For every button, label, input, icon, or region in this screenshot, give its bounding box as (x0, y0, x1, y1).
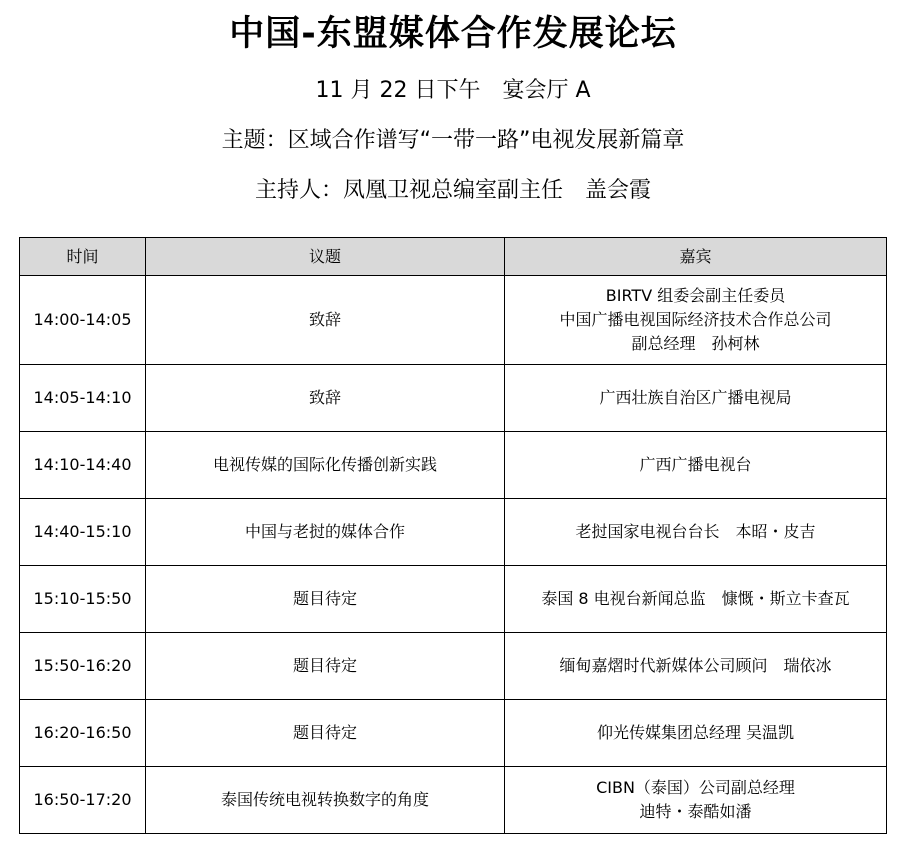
cell-guest (505, 700, 887, 767)
cell-guest (505, 633, 887, 700)
cell-time: 15:50-16:20 (20, 633, 146, 700)
table-row (20, 566, 887, 633)
cell-time: 16:20-16:50 (20, 700, 146, 767)
cell-time: 14:00-14:05 (20, 276, 146, 365)
guest-line: CIBN（泰国）公司副总经理 (596, 778, 795, 797)
table-header-row (20, 238, 887, 276)
table-row (20, 767, 887, 834)
cell-guest (505, 767, 887, 834)
cell-time: 14:10-14:40 (20, 432, 146, 499)
guest-line: 老挝国家电视台台长 本昭・皮吉 (575, 522, 816, 541)
cell-time: 14:05-14:10 (20, 365, 146, 432)
cell-time: 15:10-15:50 (20, 566, 146, 633)
page-title: 中国-东盟媒体合作发展论坛 (229, 14, 677, 54)
column-header-topic: 议题 (146, 238, 505, 276)
guest-line: 缅甸嘉熠时代新媒体公司顾问 瑞依冰 (559, 656, 832, 675)
cell-topic: 中国与老挝的媒体合作 (146, 499, 505, 566)
column-header-guest: 嘉宾 (505, 238, 887, 276)
schedule-table (19, 237, 887, 834)
guest-line: 仰光传媒集团总经理 吴温凯 (596, 723, 795, 742)
host-label: 主持人：凤凰卫视总编室副主任 (254, 178, 563, 203)
date-venue-line (0, 76, 906, 106)
event-theme: 主题：区域合作谱写“一带一路”电视发展新篇章 (221, 128, 685, 153)
guest-line: 广西广播电视台 (639, 455, 752, 474)
cell-topic: 题目待定 (146, 633, 505, 700)
cell-topic: 泰国传统电视转换数字的角度 (146, 767, 505, 834)
cell-guest (505, 499, 887, 566)
host-line (0, 176, 906, 206)
guest-line: 迪特・泰酷如潘 (639, 802, 752, 821)
table-row (20, 633, 887, 700)
host-name: 盖会霞 (585, 178, 652, 203)
guest-line: 广西壮族自治区广播电视局 (599, 388, 792, 407)
cell-guest (505, 566, 887, 633)
cell-topic: 题目待定 (146, 566, 505, 633)
cell-topic: 题目待定 (146, 700, 505, 767)
cell-guest (505, 276, 887, 365)
column-header-time: 时间 (20, 238, 146, 276)
table-row (20, 499, 887, 566)
guest-line: BIRTV 组委会副主任委员 (605, 286, 786, 305)
cell-time: 14:40-15:10 (20, 499, 146, 566)
event-venue: 宴会厅 A (502, 78, 591, 103)
cell-topic: 电视传媒的国际化传播创新实践 (146, 432, 505, 499)
guest-line: 副总经理 孙柯林 (631, 334, 760, 353)
cell-topic: 致辞 (146, 276, 505, 365)
table-row (20, 276, 887, 365)
table-row (20, 700, 887, 767)
guest-line: 泰国 8 电视台新闻总监 慷慨・斯立卡查瓦 (541, 589, 850, 608)
cell-time: 16:50-17:20 (20, 767, 146, 834)
cell-guest (505, 432, 887, 499)
guest-line: 中国广播电视国际经济技术合作总公司 (559, 310, 832, 329)
table-row (20, 432, 887, 499)
cell-topic: 致辞 (146, 365, 505, 432)
event-date: 11 月 22 日下午 (315, 78, 481, 103)
cell-guest (505, 365, 887, 432)
table-row (20, 365, 887, 432)
